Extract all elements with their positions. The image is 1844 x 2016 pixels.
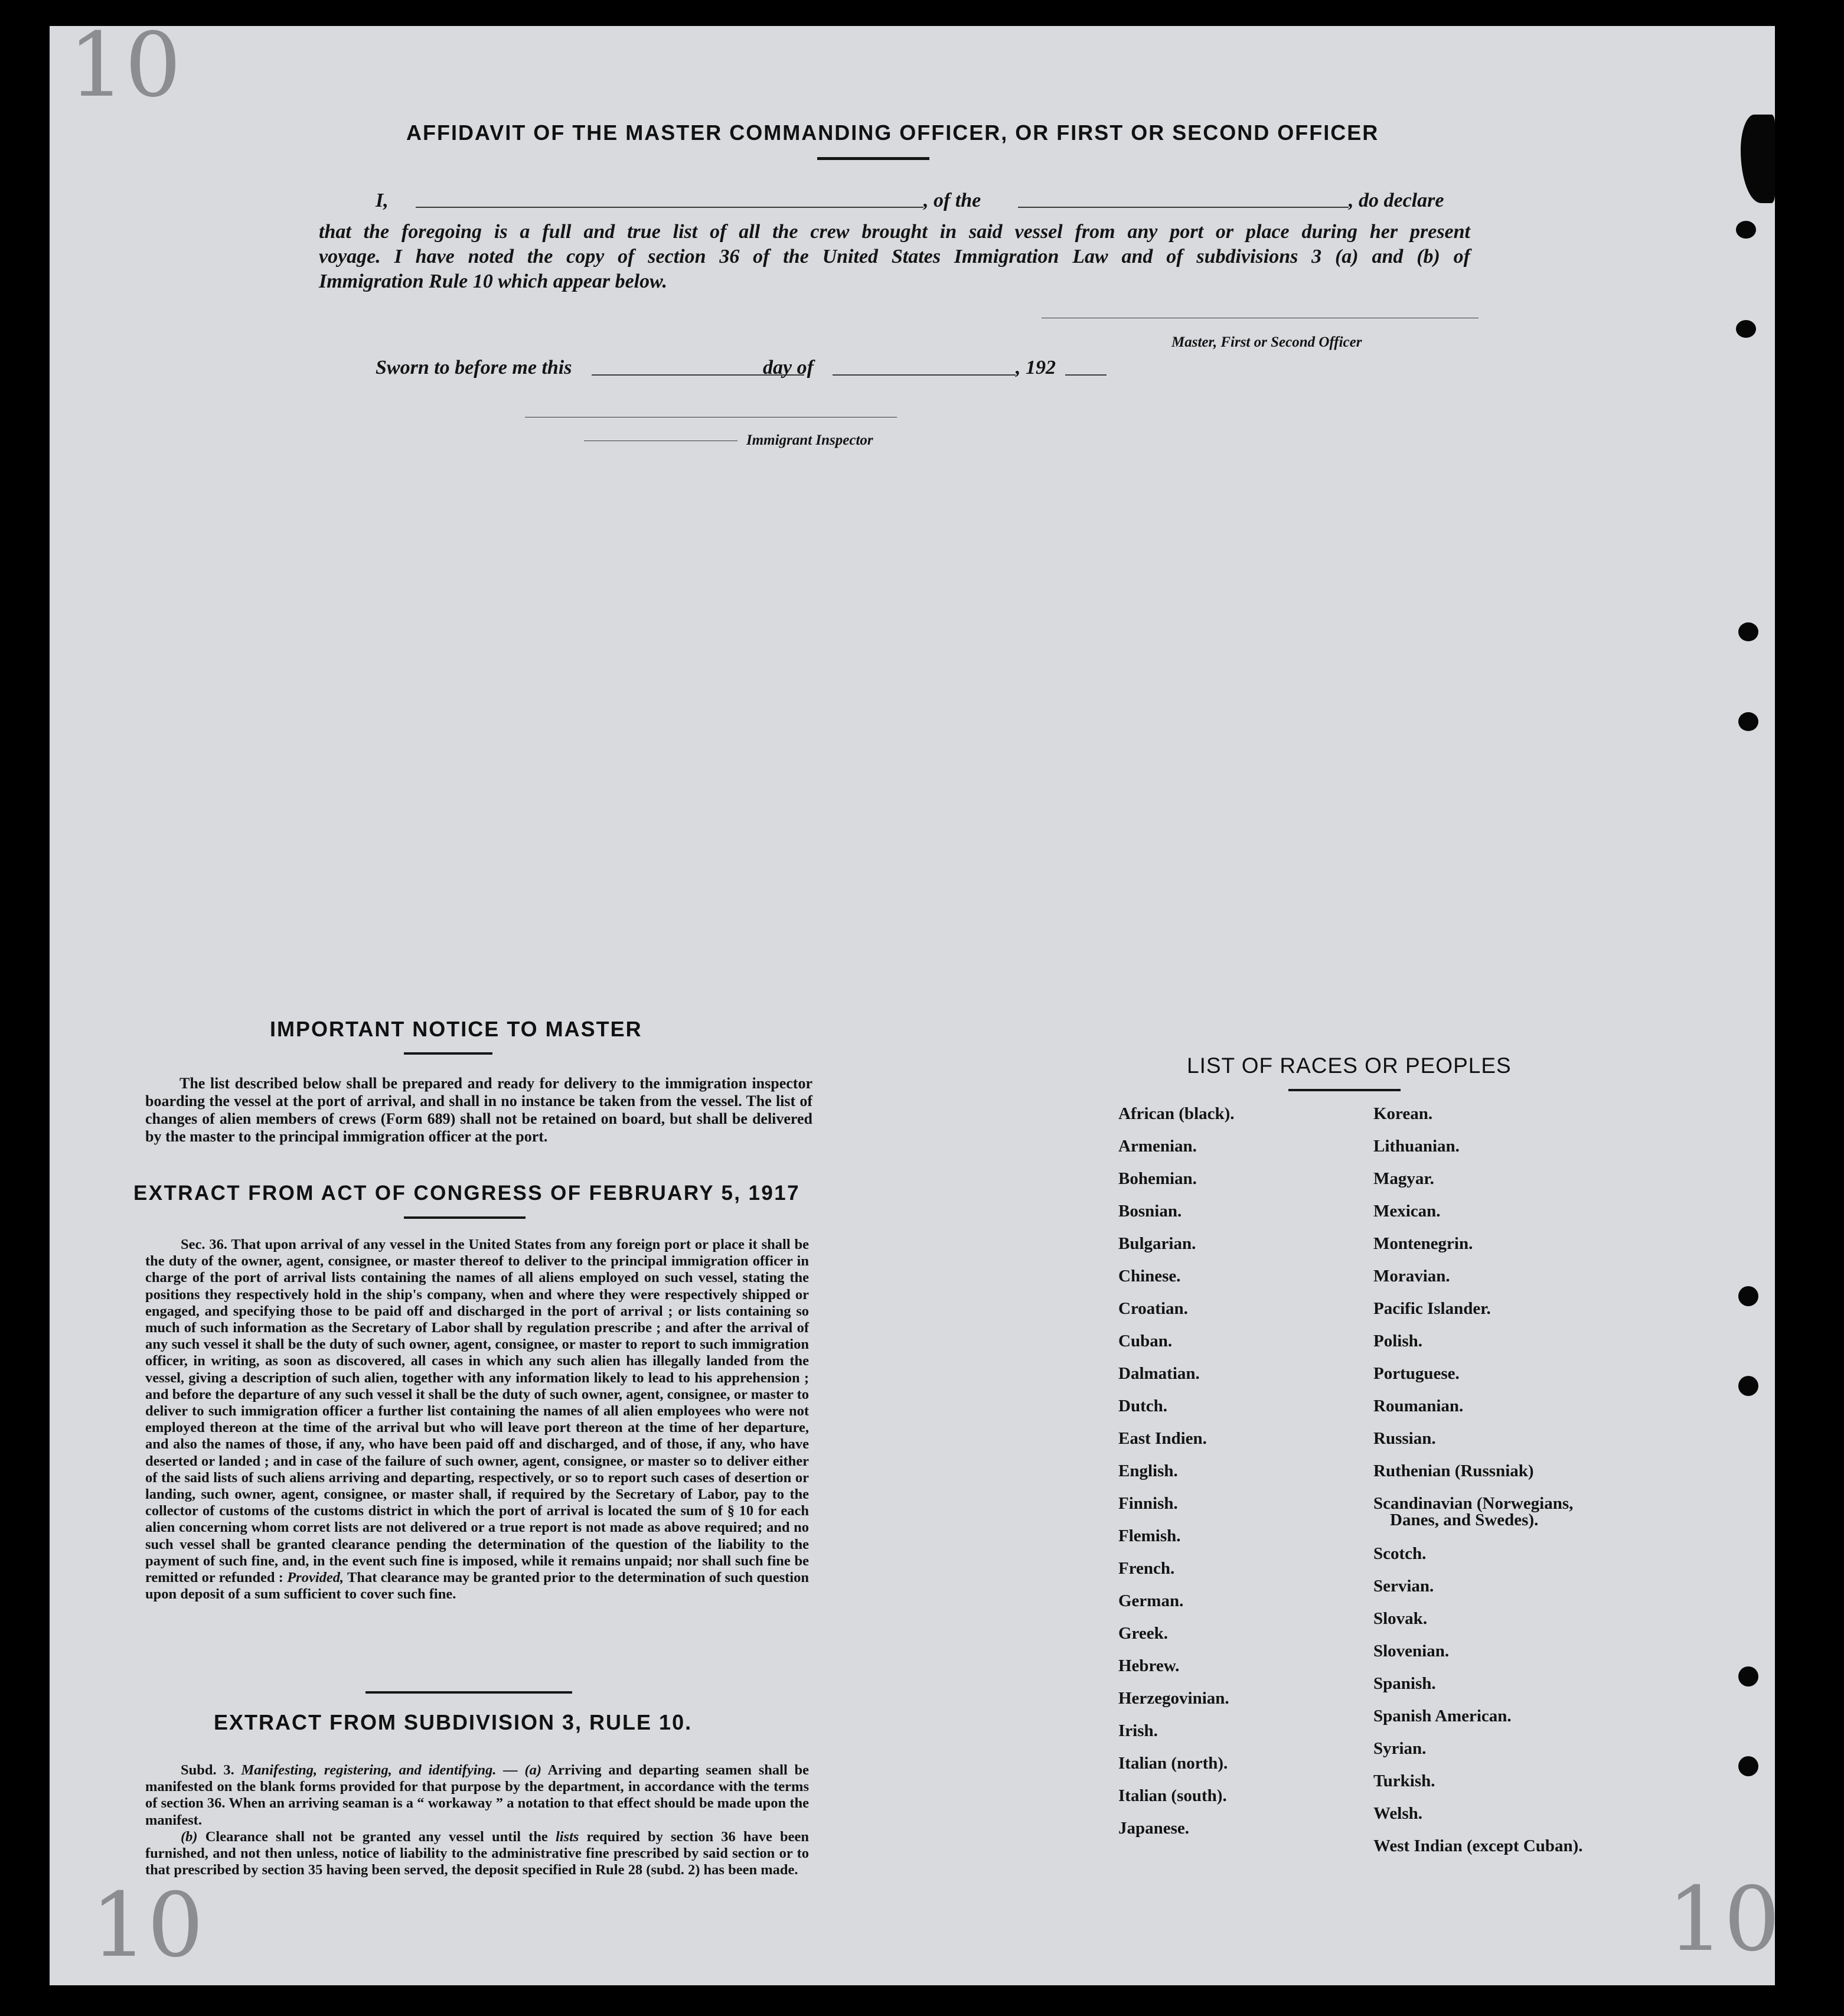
punch-hole [1736, 221, 1756, 239]
race-item: Pacific Islander. [1373, 1299, 1491, 1318]
race-item: Croatian. [1118, 1299, 1188, 1318]
race-item: Turkish. [1373, 1772, 1435, 1790]
punch-hole [1736, 320, 1756, 338]
divider [404, 1052, 492, 1055]
i-label: I, [376, 190, 389, 211]
race-item: Bohemian. [1118, 1169, 1197, 1188]
vessel-blank-line [1018, 207, 1349, 208]
punch-hole [1738, 622, 1758, 641]
race-item: Polish. [1373, 1332, 1422, 1350]
race-item: Italian (south). [1118, 1786, 1227, 1805]
race-item: Bosnian. [1118, 1202, 1182, 1221]
race-item: Greek. [1118, 1624, 1169, 1643]
divider [404, 1216, 526, 1219]
extract-rule-body [145, 1762, 809, 1878]
race-item: Korean. [1373, 1104, 1433, 1123]
race-item: West Indian (except Cuban). [1373, 1836, 1583, 1855]
torn-edge [1741, 115, 1775, 203]
do-declare-label: , do declare [1349, 190, 1444, 211]
race-item: German. [1118, 1591, 1184, 1610]
punch-hole [1738, 1666, 1758, 1686]
race-item: Welsh. [1373, 1804, 1422, 1823]
proviso-word: Provided, [287, 1570, 344, 1586]
punch-hole [1738, 1376, 1758, 1396]
race-item: Chinese. [1118, 1267, 1181, 1286]
affidavit-line-4: Immigration Rule 10 which appear below. [319, 270, 668, 292]
race-item: Roumanian. [1373, 1397, 1464, 1415]
faded-page-number-top: 10 [68, 14, 181, 117]
name-blank-line [416, 207, 923, 208]
race-item: Dutch. [1118, 1397, 1167, 1415]
race-item: Ruthenian (Russniak) [1373, 1462, 1534, 1480]
year-label: , 192 [1016, 357, 1056, 379]
race-item: Lithuanian. [1373, 1137, 1460, 1156]
race-item: Slovenian. [1373, 1642, 1450, 1661]
divider [1288, 1089, 1401, 1091]
race-item: Finnish. [1118, 1494, 1178, 1513]
notice-body: The list described below shall be prepared and ready for delivery to the immigration inspector boarding the vessel at the port of arrival, and shall in no instance be taken from the vessel. The list of changes of alien members of crews (Form 689) shall not be retained on board, but shall be delivered by the master to the principal immigration officer at the port. [145, 1075, 812, 1145]
divider [365, 1691, 572, 1694]
extract-act-body [145, 1237, 809, 1603]
proviso-text: That clearance may be granted prior to the determination of such question upon deposit of a sum sufficient to cover such fine. [145, 1570, 809, 1603]
races-title: LIST OF RACES OR PEOPLES [1187, 1053, 1512, 1078]
race-item: Armenian. [1118, 1137, 1197, 1156]
race-item: Italian (north). [1118, 1754, 1228, 1773]
race-item: Dalmatian. [1118, 1364, 1200, 1383]
race-item: Cuban. [1118, 1332, 1173, 1350]
affidavit-line-2: that the foregoing is a full and true list of all the crew brought in said vessel from any port or place during her present [319, 221, 1470, 243]
rule-paragraph-b: (b) Clearance shall not be granted any vessel until the lists required by section 36 have been furnished, and not then unless, notice of liability to the administrative fine prescribed by said section or to that prescribed by section 35 having been served, the deposit specified in Rule 28 (subd. 2) has been made. [145, 1828, 810, 1878]
race-item: Russian. [1373, 1429, 1436, 1448]
affidavit-title: AFFIDAVIT OF THE MASTER COMMANDING OFFICER, OR FIRST OR SECOND OFFICER [406, 120, 1379, 145]
race-item: Herzegovinian. [1118, 1689, 1229, 1708]
race-item: English. [1118, 1462, 1178, 1480]
day-of-label: day of [763, 357, 814, 379]
race-item: Servian. [1373, 1577, 1434, 1596]
punch-hole [1738, 712, 1758, 731]
punch-hole [1738, 1286, 1758, 1306]
race-item: French. [1118, 1559, 1175, 1578]
section-36-text: Sec. 36. That upon arrival of any vessel in the United States from any foreign port or place it shall be the duty of the owner, agent, consignee, or master thereof to deliver to the principal immigration officer in charge of the port of arrival lists containing the names of all aliens employed on such vessel, stating the positions they respectively hold in the ship's company, when and where they were respectively shipped or engaged, and specifying those to be paid off and discharged in the port of arrival ; or lists containing so much of such information as the Secretary of Labor shall by regulation prescribe ; and after the arrival of any such vessel it shall be the duty of such owner, agent, consignee, or master to report to such immigration officer, in writing, as soon as discovered, all cases in which any such alien has illegally landed from the vessel, giving a description of such alien, together with any information likely to lead to his apprehension ; and before the departure of any such vessel it shall be the duty of such owner, agent, consignee, or master to deliver to such immigration officer a further list containing the names of all alien employees who were not employed thereon at the time of the arrival but who will leave port thereon at the time of her departure, and also the names of those, if any, who have been paid off and discharged, and of those, if any, who have deserted or landed ; and in case of the failure of such owner, agent, consignee, or master so to deliver either of the said lists of such aliens arriving and departing, respectively, or so to report such cases of desertion or landing, such owner, agent, consignee, or master shall, if required by the Secretary of Labor, pay to the collector of customs of the customs district in which the port of arrival is located the sum of § 10 for each alien concerning whom corret lists are not delivered or a true report is not made as above required; and no such vessel shall be granted clearance pending the determination of the question of the liability to the payment of such fine, and, in the event such fine is imposed, while it remains unpaid; nor shall such fine be remitted or refunded : [145, 1237, 809, 1586]
race-item: Flemish. [1118, 1526, 1181, 1545]
race-item: Spanish American. [1373, 1707, 1512, 1725]
race-item: Portuguese. [1373, 1364, 1460, 1383]
year-blank-line [1065, 374, 1107, 376]
race-item: Syrian. [1373, 1739, 1427, 1758]
sworn-label: Sworn to before me this [376, 357, 572, 379]
race-item: Mexican. [1373, 1202, 1441, 1221]
notice-title: IMPORTANT NOTICE TO MASTER [270, 1017, 642, 1041]
inspector-caption: Immigrant Inspector [746, 432, 873, 448]
race-item: Hebrew. [1118, 1656, 1180, 1675]
divider [817, 157, 929, 160]
extract-rule-title: EXTRACT FROM SUBDIVISION 3, RULE 10. [214, 1710, 693, 1734]
race-item: Danes, and Swedes). [1390, 1511, 1539, 1529]
race-item: Spanish. [1373, 1674, 1436, 1693]
month-blank-line [833, 374, 1016, 376]
punch-hole [1738, 1756, 1758, 1776]
race-item: African (black). [1118, 1104, 1235, 1123]
race-item: Montenegrin. [1373, 1234, 1473, 1253]
race-item: Slovak. [1373, 1609, 1428, 1628]
rule-paragraph-a: Subd. 3. Manifesting, registering, and identifying. — (a) Arriving and departing seamen shall be manifested on the blank forms provided for that purpose by the department, in accordance with the terms of section 36. When an arriving seaman is a “ workaway ” a notation to that effect should be made upon the manifest. [145, 1762, 809, 1828]
of-the-label: , of the [923, 190, 981, 211]
faded-page-number-bottom-right: 10 [1667, 1868, 1780, 1971]
race-item: Magyar. [1373, 1169, 1434, 1188]
race-item: Scandinavian (Norwegians, [1373, 1494, 1574, 1513]
race-item: Bulgarian. [1118, 1234, 1196, 1253]
race-item: Japanese. [1118, 1819, 1190, 1838]
document-page [50, 14, 1780, 1985]
race-item: Irish. [1118, 1721, 1158, 1740]
master-caption: Master, First or Second Officer [1171, 334, 1362, 350]
faded-page-number-bottom-left: 10 [91, 1874, 204, 1977]
affidavit-line-3: voyage. I have noted the copy of section 36 of the United States Immigration Law and of subdivisions 3 (a) and (b) of [319, 246, 1470, 268]
race-item: Moravian. [1373, 1267, 1450, 1286]
race-item: Scotch. [1373, 1544, 1427, 1563]
race-item: East Indien. [1118, 1429, 1207, 1448]
extract-act-title: EXTRACT FROM ACT OF CONGRESS OF FEBRUARY 5, 1917 [133, 1182, 801, 1205]
